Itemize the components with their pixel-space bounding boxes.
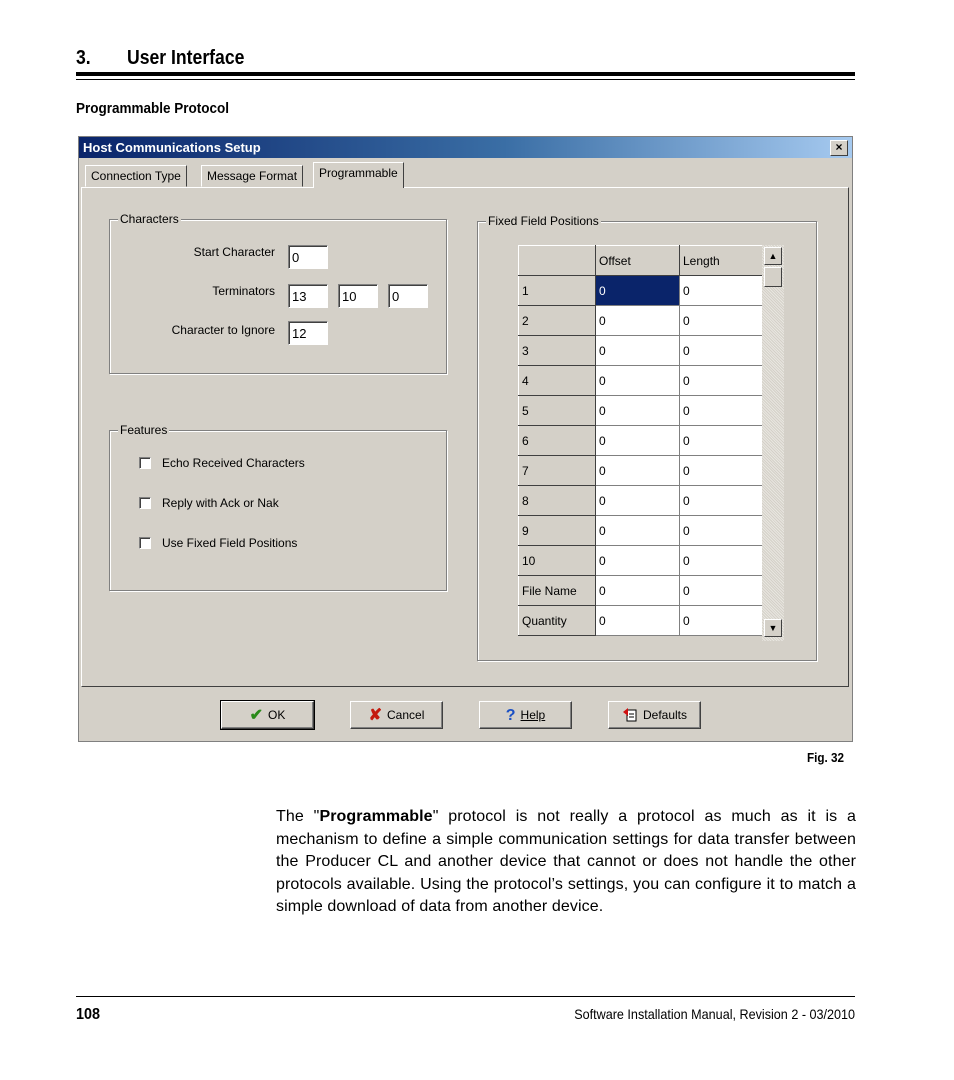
features-group-label: Features	[120, 423, 168, 437]
use-fixed-field-label: Use Fixed Field Positions	[162, 536, 298, 550]
character-to-ignore-field[interactable]: 12	[288, 321, 328, 345]
offset-cell[interactable]: 0	[596, 456, 680, 486]
section-number: 3.	[76, 47, 91, 69]
offset-cell[interactable]: 0	[596, 426, 680, 456]
offset-cell[interactable]: 0	[596, 336, 680, 366]
row-header[interactable]: Quantity	[519, 606, 596, 636]
offset-cell[interactable]: 0	[596, 306, 680, 336]
characters-group-label: Characters	[120, 212, 179, 226]
header-rule-thin	[76, 79, 855, 80]
grid-header-row	[519, 246, 763, 276]
subheading: Programmable Protocol	[76, 100, 230, 117]
length-cell[interactable]: 0	[680, 426, 763, 456]
ok-button-label: OK	[268, 708, 286, 722]
body-quote-open: The "	[276, 808, 320, 825]
length-cell[interactable]: 0	[680, 336, 763, 366]
defaults-button[interactable]	[608, 701, 701, 729]
row-header[interactable]: 4	[519, 366, 596, 396]
start-character-field[interactable]: 0	[288, 245, 328, 269]
grid-row[interactable]	[519, 486, 763, 516]
defaults-icon	[622, 706, 638, 726]
start-character-label: Start Character	[193, 245, 275, 259]
tab-connection-type[interactable]: Connection Type	[85, 165, 187, 187]
ok-button[interactable]	[221, 701, 314, 729]
terminators-label: Terminators	[212, 284, 275, 298]
figure-label: Fig. 32	[807, 750, 845, 765]
fixed-field-positions-label: Fixed Field Positions	[488, 214, 599, 228]
grid-row[interactable]	[519, 336, 763, 366]
length-cell[interactable]: 0	[680, 456, 763, 486]
offset-cell[interactable]: 0	[596, 486, 680, 516]
row-header[interactable]: 8	[519, 486, 596, 516]
host-communications-dialog	[78, 136, 853, 742]
row-header[interactable]: 10	[519, 546, 596, 576]
length-cell[interactable]: 0	[680, 276, 763, 306]
terminator-field-1[interactable]: 13	[288, 284, 328, 308]
row-header[interactable]: 5	[519, 396, 596, 426]
tab-message-format[interactable]: Message Format	[201, 165, 303, 187]
length-cell[interactable]: 0	[680, 396, 763, 426]
row-header[interactable]: 3	[519, 336, 596, 366]
row-header[interactable]: 1	[519, 276, 596, 306]
length-cell[interactable]: 0	[680, 576, 763, 606]
body-text: " protocol is not really a protocol as much as it is a mechanism to define a simple communication settings for data transfer between the Producer CL and another device that cannot or does not handle the other protocols available. Using the protocol’s settings, you can configure it to match a simple download of data from another device.	[276, 808, 856, 915]
length-cell[interactable]: 0	[680, 486, 763, 516]
cancel-button[interactable]	[350, 701, 443, 729]
dialog-titlebar	[79, 137, 852, 158]
length-cell[interactable]: 0	[680, 516, 763, 546]
grid-row[interactable]	[519, 396, 763, 426]
question-icon: ?	[505, 706, 516, 724]
tab-panel-programmable	[81, 187, 849, 687]
length-cell[interactable]: 0	[680, 306, 763, 336]
scroll-up-icon[interactable]: ▲	[764, 247, 782, 265]
row-header[interactable]: 9	[519, 516, 596, 546]
row-header[interactable]: 7	[519, 456, 596, 486]
offset-cell[interactable]: 0	[596, 606, 680, 636]
grid-vertical-scrollbar[interactable]	[762, 245, 784, 641]
offset-cell[interactable]: 0	[596, 276, 680, 306]
row-header[interactable]: 6	[519, 426, 596, 456]
offset-cell[interactable]: 0	[596, 576, 680, 606]
defaults-button-label: Defaults	[642, 708, 688, 722]
reply-ack-nak-label: Reply with Ack or Nak	[162, 496, 279, 510]
fixed-field-grid	[518, 245, 763, 636]
grid-row[interactable]	[519, 426, 763, 456]
help-button[interactable]	[479, 701, 572, 729]
features-group	[109, 430, 447, 591]
x-icon: ✘	[368, 706, 383, 724]
scroll-down-icon[interactable]: ▼	[764, 619, 782, 637]
grid-row[interactable]	[519, 456, 763, 486]
check-icon: ✔	[249, 706, 264, 724]
scrollbar-thumb[interactable]	[764, 267, 782, 287]
character-to-ignore-label: Character to Ignore	[171, 323, 275, 337]
grid-row[interactable]	[519, 276, 763, 306]
help-button-label: Help	[520, 708, 546, 722]
body-paragraph	[276, 806, 856, 919]
close-button[interactable]: ×	[830, 140, 848, 156]
section-title: User Interface	[127, 47, 245, 69]
tab-programmable[interactable]: Programmable	[313, 162, 404, 188]
page-number: 108	[76, 1006, 101, 1023]
offset-cell[interactable]: 0	[596, 396, 680, 426]
footer-rule	[76, 996, 855, 997]
column-header-offset[interactable]: Offset	[596, 246, 680, 276]
terminator-field-3[interactable]: 0	[388, 284, 428, 308]
grid-row[interactable]	[519, 606, 763, 636]
column-header-length[interactable]: Length	[680, 246, 763, 276]
body-bold-term: Programmable	[319, 808, 433, 825]
echo-received-label: Echo Received Characters	[162, 456, 305, 470]
row-header[interactable]: File Name	[519, 576, 596, 606]
offset-cell[interactable]: 0	[596, 366, 680, 396]
grid-row[interactable]	[519, 546, 763, 576]
grid-corner-cell	[519, 246, 596, 276]
terminator-field-2[interactable]: 10	[338, 284, 378, 308]
footer-manual-title: Software Installation Manual, Revision 2 - 03/2010	[574, 1006, 855, 1022]
grid-row[interactable]	[519, 306, 763, 336]
header-rule	[76, 72, 855, 76]
length-cell[interactable]: 0	[680, 546, 763, 576]
grid-row[interactable]	[519, 366, 763, 396]
dialog-title: Host Communications Setup	[83, 140, 261, 155]
row-header[interactable]: 2	[519, 306, 596, 336]
offset-cell[interactable]: 0	[596, 516, 680, 546]
use-fixed-field-checkbox[interactable]	[139, 537, 151, 549]
reply-ack-nak-checkbox[interactable]	[139, 497, 151, 509]
offset-cell[interactable]: 0	[596, 546, 680, 576]
cancel-button-label: Cancel	[387, 708, 425, 722]
length-cell[interactable]: 0	[680, 606, 763, 636]
grid-row[interactable]	[519, 576, 763, 606]
grid-row[interactable]	[519, 516, 763, 546]
length-cell[interactable]: 0	[680, 366, 763, 396]
echo-received-checkbox[interactable]	[139, 457, 151, 469]
